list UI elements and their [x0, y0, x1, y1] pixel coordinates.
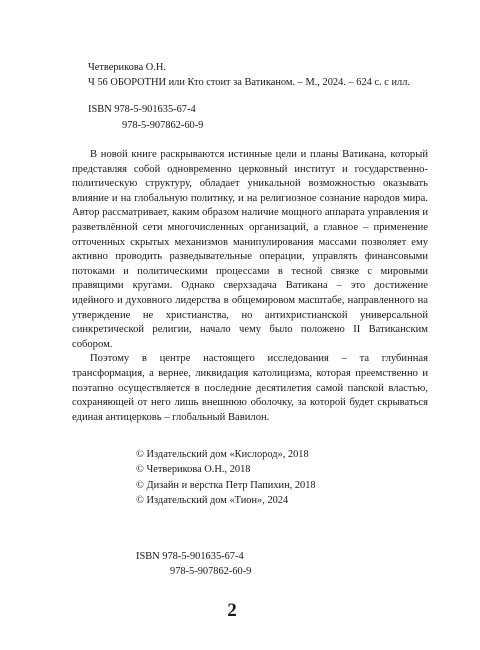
- copyright-line-3: © Дизайн и верстка Петр Папихин, 2018: [136, 479, 316, 491]
- catalog-isbn-2: 978-5-907862-60-9: [122, 119, 204, 131]
- isbn-block: [136, 549, 251, 580]
- isbn-1: ISBN 978-5-901635-67-4: [136, 551, 244, 562]
- copyright-block: [136, 447, 436, 509]
- copyright-line-4: © Издательский дом «Тион», 2024: [136, 495, 289, 507]
- catalog-record: [88, 60, 428, 133]
- page-number: 2: [227, 600, 237, 621]
- abstract-paragraph-2: Поэтому в центре настоящего исследования – та глубинная трансформация, а вернее, ликвидация католицизма, которая преемственно и поэтапно осуществляется в последние десятилетия самой папской властью, сохраняющей от него лишь внешнюю оболочку, за которой будет скрываться единая антицерковь – глобальный Вавилон.: [72, 353, 428, 423]
- abstract-paragraph-1: В новой книге раскрываются истинные цели и планы Ватикана, который представляя собой одновременно церковный институт и государственно-политическую структуру, обладает уникальной возможностью оказывать влияние и на глобальную политику, и на религиозное сознание народов мира. Автор рассматривает, каким образом наличие мощного аппарата управления и разветвлённой сети многочисленных организаций, а главное – применение отточенных скрытых механизмов манипулирования массами позволяет ему активно проводить разведывательные операции, управлять финансовыми потоками и политическими процессами в тесной связке с мировыми правящими кругами. Однако сверхзадача Ватикана – это достижение идейного и духовного лидерства в общемировом масштабе, направленного на утверждение не христианства, но антихристианской универсальной синкретической религии, начало чему было положено II Ватиканским собором.: [72, 149, 428, 350]
- catalog-author: Четверикова О.Н.: [88, 62, 167, 73]
- copyright-line-2: © Четверикова О.Н., 2018: [136, 464, 251, 476]
- catalog-entry: Ч 56 ОБОРОТНИ или Кто стоит за Ватиканом. – М., 2024. – 624 с. с илл.: [88, 77, 410, 89]
- catalog-isbn-1: ISBN 978-5-901635-67-4: [88, 104, 196, 116]
- isbn-2: 978-5-907862-60-9: [170, 566, 252, 578]
- catalog-isbn: [88, 102, 428, 132]
- copyright-line-1: © Издательский дом «Кислород», 2018: [136, 449, 309, 460]
- book-abstract: [72, 148, 428, 425]
